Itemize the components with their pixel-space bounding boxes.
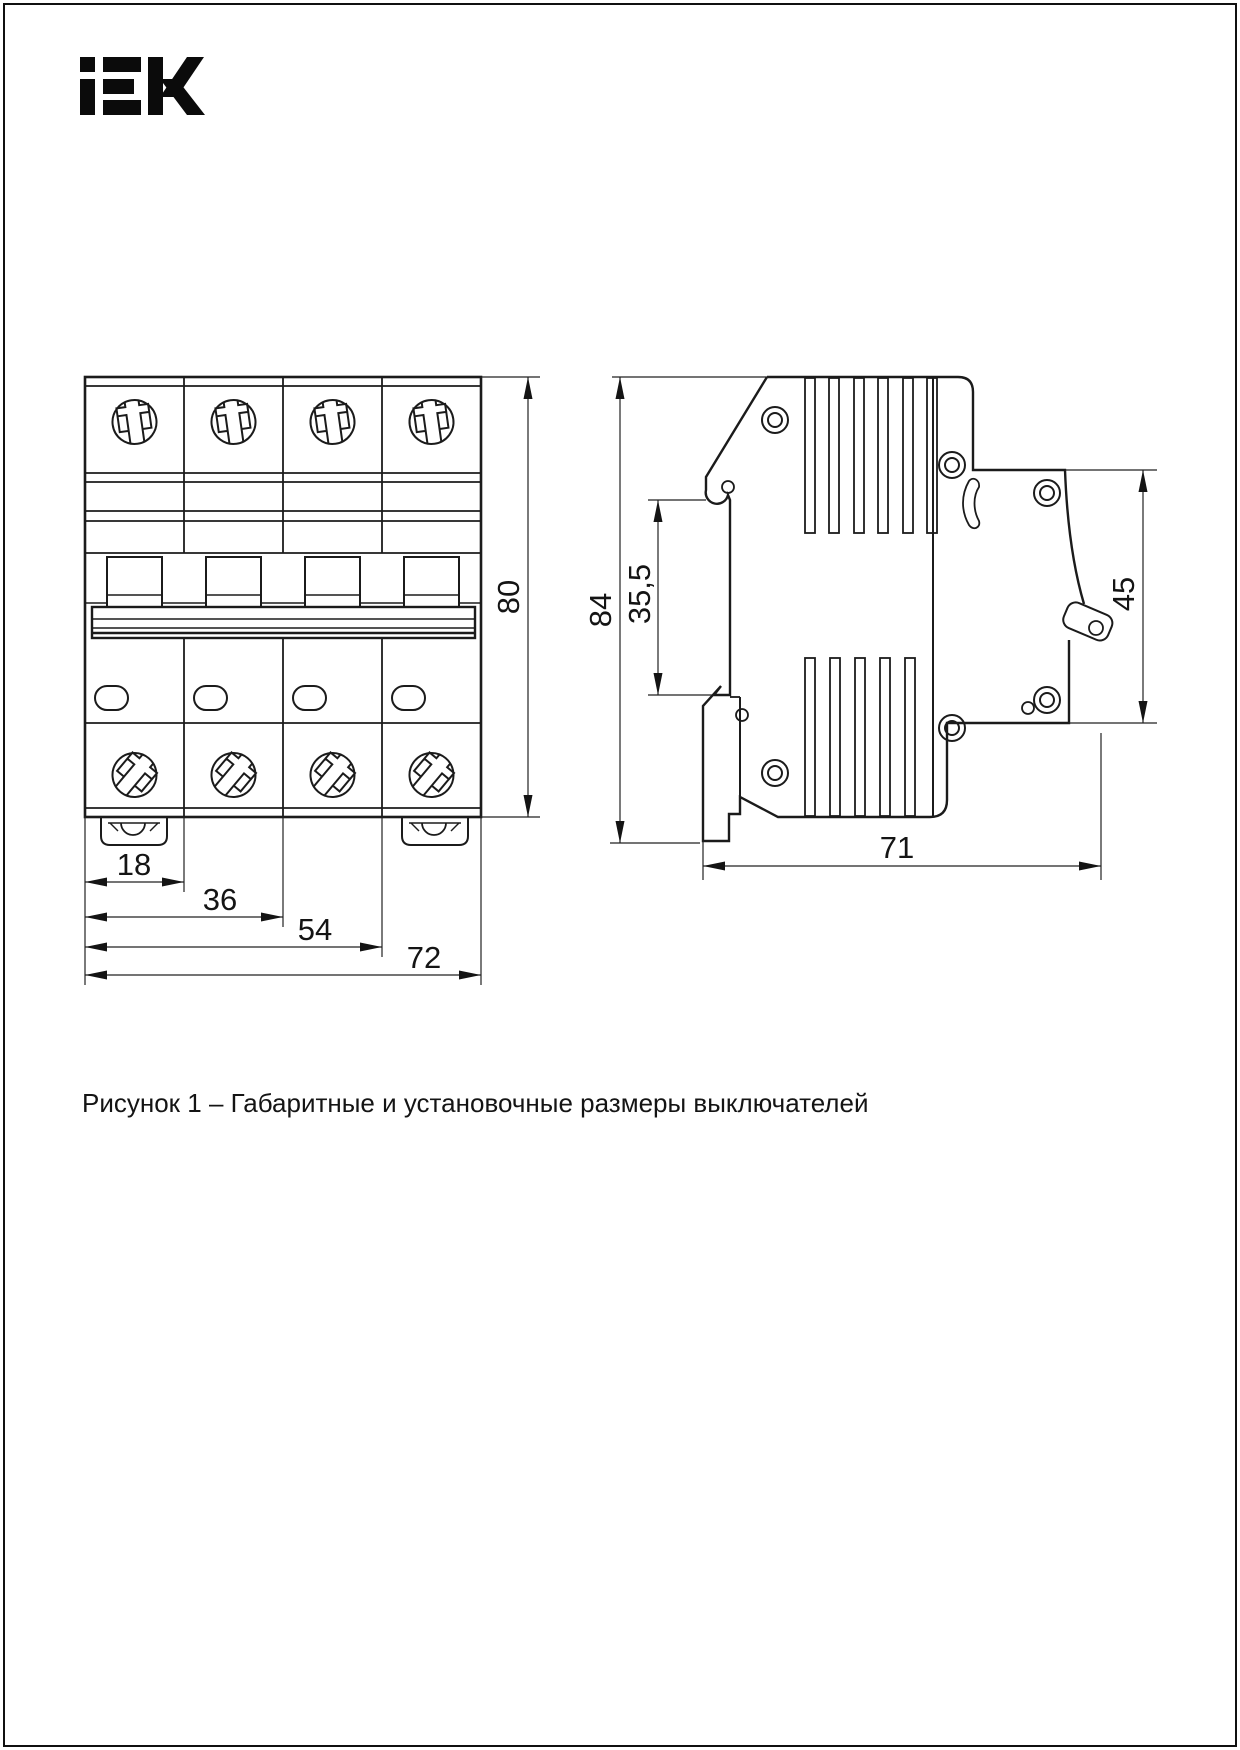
dimension-label-total-width: 72 bbox=[406, 940, 442, 975]
din-rail-clip bbox=[101, 817, 167, 845]
dimension-label-din-slot: 35,5 bbox=[622, 563, 657, 625]
toggle-handles bbox=[85, 557, 481, 607]
dimension-label-three-poles: 54 bbox=[297, 912, 333, 947]
front-view bbox=[85, 377, 481, 845]
phillips-screw-icon bbox=[308, 397, 358, 447]
phillips-screw-icon bbox=[302, 744, 364, 806]
toggle-handle bbox=[206, 557, 261, 607]
dimension-label-terminal-height: 45 bbox=[1106, 576, 1141, 612]
phillips-screw-icon bbox=[401, 744, 463, 806]
phillips-screw-icon bbox=[104, 744, 166, 806]
toggle-handle bbox=[404, 557, 459, 607]
phillips-screw-icon bbox=[209, 397, 259, 447]
phillips-screw-icon bbox=[203, 744, 265, 806]
indicator-window bbox=[392, 686, 425, 710]
side-view bbox=[703, 377, 1115, 841]
indicator-window bbox=[95, 686, 128, 710]
curved-slot-icon bbox=[963, 479, 979, 528]
indicator-window bbox=[194, 686, 227, 710]
dimension-label-height: 80 bbox=[491, 579, 526, 615]
vent-slots-top bbox=[805, 378, 937, 533]
phillips-screw-icon bbox=[110, 397, 160, 447]
dimension-arrows bbox=[85, 377, 533, 980]
dimension-label-depth: 71 bbox=[879, 830, 915, 865]
dimension-label-two-poles: 36 bbox=[202, 882, 238, 917]
rivet-icon bbox=[762, 407, 1060, 786]
front-view-dimensions bbox=[85, 377, 540, 985]
vent-slots-bottom bbox=[805, 658, 915, 816]
iek-logo bbox=[80, 57, 205, 115]
toggle-handle bbox=[107, 557, 162, 607]
side-body-outline-left bbox=[703, 377, 1069, 841]
phillips-screw-icon bbox=[407, 397, 457, 447]
indicator-windows bbox=[95, 686, 425, 710]
toggle-crossbar bbox=[92, 607, 475, 638]
din-rail-clip bbox=[402, 817, 468, 845]
dimension-arrows bbox=[616, 377, 1148, 871]
dimension-label-pole-width: 18 bbox=[116, 847, 152, 882]
figure-caption: Рисунок 1 – Габаритные и установочные размеры выключателей bbox=[82, 1088, 869, 1118]
pole-divider-lines bbox=[184, 377, 382, 817]
toggle-handle bbox=[305, 557, 360, 607]
indicator-window bbox=[293, 686, 326, 710]
dimension-label-total-height: 84 bbox=[583, 592, 618, 628]
